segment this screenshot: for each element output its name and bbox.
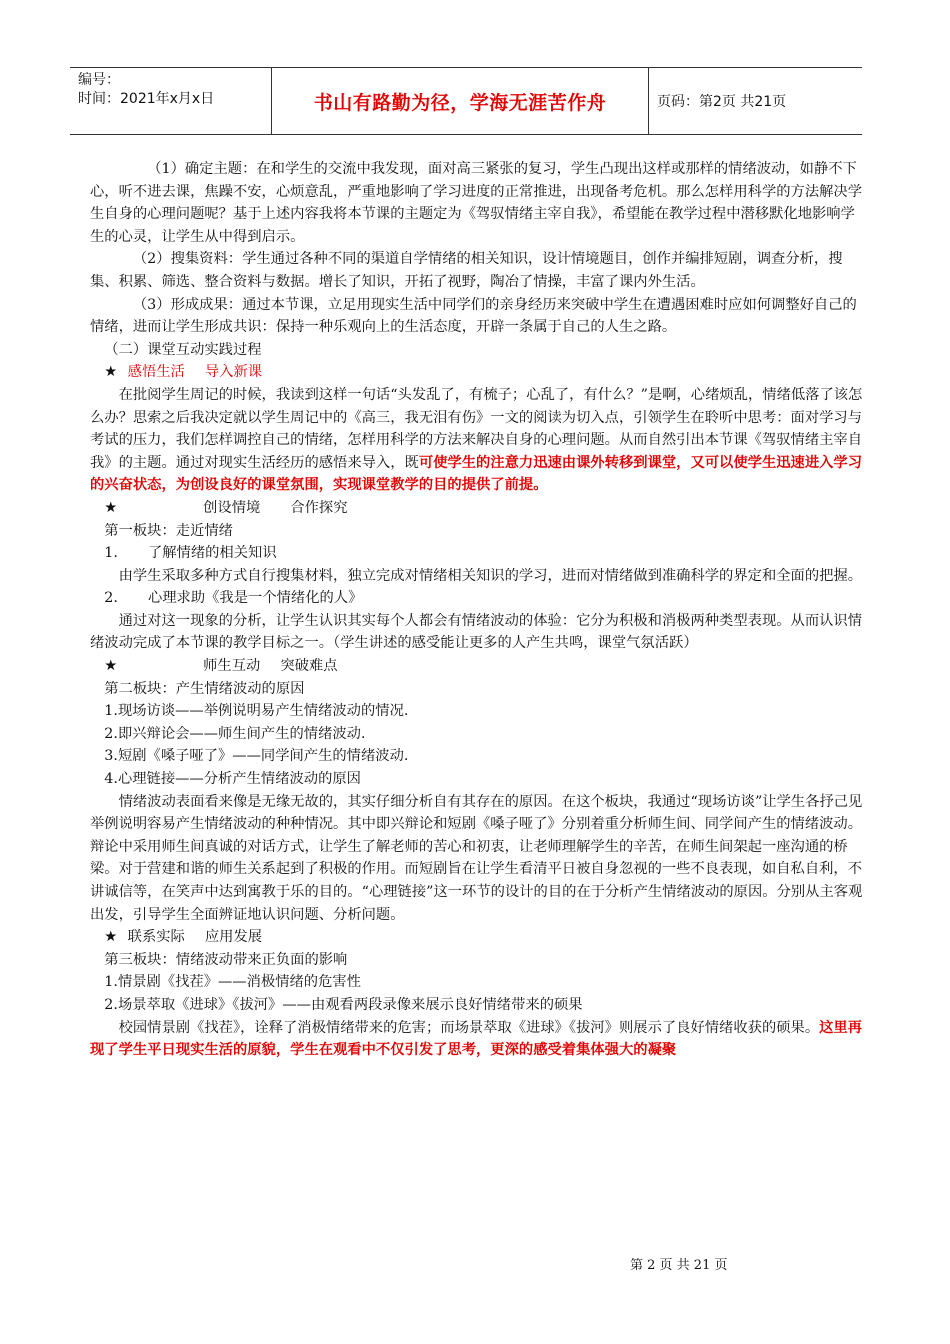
block-heading: 第三板块：情绪波动带来正负面的影响 <box>104 951 348 968</box>
highlight-text: 这里再现了学生平日现实生活的原貌，学生在观看中不仅引发了思考，更深的感受着集体强大的凝聚 <box>90 1019 863 1059</box>
section-heading: （二）课堂互动实践过程 <box>104 341 262 358</box>
star-heading <box>90 361 868 384</box>
header-page-label: 页码：第2页 共21页 <box>657 94 787 110</box>
number-label: 编号： <box>78 72 120 88</box>
paragraph-text: 在批阅学生周记的时候，我读到这样一句话“头发乱了，有梳子；心乱了，有什么？”是啊，心绪烦乱，情绪低落了该怎么办？思索之后我决定就以学生周记中的《高三，我无泪有伤》一文的阅读为切入点，引领学生在聆听中思考：面对学习与考试的压力，我们怎样调控自己的情绪，怎样用科学的方法来解决自身的心理问题。从而自然引出本节课《驾驭情绪主宰自我》的主题。通过对现实生活经历的感悟来导入，既 <box>90 386 863 471</box>
star-heading-part: 师生互动 <box>203 658 261 675</box>
star-heading <box>90 497 868 520</box>
star-icon: ★ <box>104 364 118 381</box>
star-heading-part: 感悟生活 <box>127 364 185 381</box>
paragraph: （2）搜集资料：学生通过各种不同的渠道自学情绪的相关知识，设计情境题目，创作并编排短剧，调查分析，搜集、积累、筛选、整合资料与数据。增长了知识，开拓了视野，陶冶了情操，丰富了课内外生活。 <box>90 251 843 290</box>
list-item <box>90 587 868 610</box>
star-icon: ★ <box>104 658 118 675</box>
star-heading-part: 创设情境 <box>203 499 261 516</box>
page-footer: 第 2 页 共 21 页 <box>630 1258 728 1273</box>
star-heading <box>90 655 868 678</box>
paragraph-text: 校园情景剧《找茬》，诠释了消极情绪带来的危害；而场景萃取《进球》《拔河》则展示了良好情绪收获的硕果。 <box>118 1019 820 1036</box>
paragraph: 情绪波动表面看来像是无缘无故的，其实仔细分析自有其存在的原因。在这个板块，我通过“现场访谈”让学生各抒己见举例说明容易产生情绪波动的种种情况。其中即兴辩论和短剧《嗓子哑了》分别着重分析师生间、同学间产生的情绪波动。辩论中采用师生间真诚的对话方式，让学生了解老师的苦心和初衷，让老师理解学生的辛苦，在师生间架起一座沟通的桥梁。对于营建和谐的师生关系起到了积极的作用。而短剧旨在让学生看清平日被自身忽视的一些不良表现，如自私自利，不讲诚信等，在笑声中达到寓教于乐的目的。“心理链接”这一环节的设计的目的在于分析产生情绪波动的原因。分别从主客观出发，引导学生全面辨证地认识问题、分析问题。 <box>90 793 863 923</box>
header-meta <box>70 68 272 134</box>
list-number: 1. <box>104 545 118 562</box>
star-heading-part: 合作探究 <box>290 499 348 516</box>
star-heading-part: 应用发展 <box>204 929 263 946</box>
star-heading-part: 导入新课 <box>204 364 263 381</box>
time-label: 时间：2021年x月x日 <box>78 91 215 107</box>
paragraph: （1）确定主题：在和学生的交流中我发现，面对高三紧张的复习，学生凸现出这样或那样的情绪波动，如静不下心，听不进去课，焦躁不安，心烦意乱，严重地影响了学习进度的正常推进，出现备考危机。那么怎样用科学的方法解决学生自身的心理问题呢？基于上述内容我将本节课的主题定为《驾驭情绪主宰自我》，希望能在教学过程中潜移默化地影响学生的心灵，让学生从中得到启示。 <box>90 161 863 245</box>
paragraph: 由学生采取多种方式自行搜集材料，独立完成对情绪相关知识的学习，进而对情绪做到准确科学的界定和全面的把握。 <box>118 567 863 584</box>
paragraph <box>90 1017 868 1062</box>
list-text: 了解情绪的相关知识 <box>147 545 277 562</box>
header-motto: 书山有路勤为径，学海无涯苦作舟 <box>272 68 649 134</box>
list-item: 1.情景剧《找茬》——消极情绪的危害性 <box>104 974 361 991</box>
list-item: 1.现场访谈——举例说明易产生情绪波动的情况. <box>104 703 409 720</box>
list-item: 2.即兴辩论会——师生间产生的情绪波动. <box>104 725 366 742</box>
paragraph: 通过对这一现象的分析，让学生认识其实每个人都会有情绪波动的体验：它分为积极和消极两种类型表现。从而认识情绪波动完成了本节课的教学目标之一。（学生讲述的感受能让更多的人产生共鸣，课堂气氛活跃） <box>90 612 863 652</box>
highlight-text: 可使学生的注意力迅速由课外转移到课堂，又可以使学生迅速进入学习的兴奋状态，为创设良好的课堂氛围，实现课堂教学的目的提供了前提。 <box>90 454 863 494</box>
star-icon: ★ <box>104 499 118 516</box>
list-item <box>90 542 868 565</box>
block-heading: 第一板块：走近情绪 <box>104 522 233 539</box>
page-header <box>70 67 862 135</box>
star-heading-part: 突破难点 <box>280 658 338 675</box>
star-icon: ★ <box>104 929 118 946</box>
list-text: 心理求助《我是一个情绪化的人》 <box>147 590 363 607</box>
list-number: 2. <box>104 590 118 607</box>
list-item: 2.场景萃取《进球》《拔河》——由观看两段录像来展示良好情绪带来的硕果 <box>104 996 583 1013</box>
list-item: 4.心理链接——分析产生情绪波动的原因 <box>104 771 361 788</box>
block-heading: 第二板块：产生情绪波动的原因 <box>104 680 305 697</box>
document-body <box>90 158 868 1062</box>
list-item: 3.短剧《嗓子哑了》——同学间产生的情绪波动. <box>104 748 409 765</box>
paragraph: （3）形成成果：通过本节课，立足用现实生活中同学们的亲身经历来突破中学生在遭遇困难时应如何调整好自己的情绪，进而让学生形成共识：保持一种乐观向上的生活态度，开辟一条属于自己的人生之路。 <box>90 296 857 336</box>
star-heading-part: 联系实际 <box>127 929 185 946</box>
paragraph <box>90 384 868 497</box>
star-heading <box>90 926 868 949</box>
